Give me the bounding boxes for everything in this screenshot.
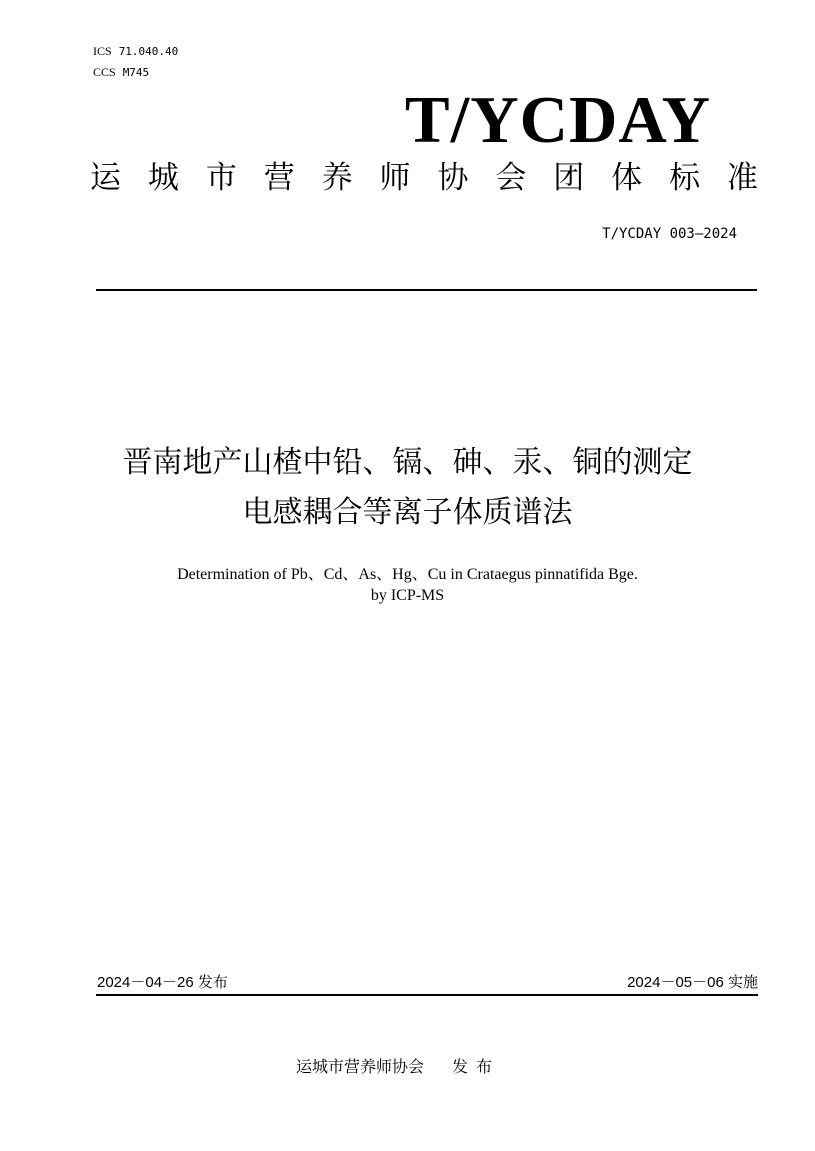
title-en-line1: Determination of Pb、Cd、As、Hg、Cu in Crataegus pinnatifida Bge. [177,566,638,583]
bottom-divider [96,994,758,996]
release-date: 2024－04－26 发布 [97,974,228,991]
org-char: 市 [205,160,237,196]
publisher-line [296,1054,500,1077]
org-char: 协 [437,160,469,196]
org-char: 营 [263,160,295,196]
org-char: 师 [379,160,411,196]
title-zh-line1: 晋南地产山楂中铅、镉、砷、汞、铜的测定 [122,445,693,480]
org-char: 体 [611,160,643,196]
ccs-code: M745 [122,66,150,79]
implementation-date: 2024－05－06 实施 [627,974,758,991]
org-char: 会 [495,160,527,196]
ics-code: 71.040.40 [118,45,179,58]
publisher-name: 运城市营养师协会 [296,1057,425,1076]
org-char: 养 [321,160,353,196]
org-char: 运 [90,160,121,196]
org-char: 团 [553,160,585,196]
publish-label: 发布 [452,1057,501,1076]
ccs-line [93,62,178,83]
top-divider [96,289,757,291]
ics-label: ICS [93,44,112,58]
title-zh-line2: 电感耦合等离子体质谱法 [242,495,573,530]
ics-line [93,41,178,62]
title-en-line2: by ICP-MS [370,587,445,604]
ics-ccs-block [93,41,178,83]
org-char: 城 [147,160,179,196]
standard-number: T/YCDAY 003—2024 [602,226,737,242]
org-char: 准 [726,160,758,196]
organization-standard-title [90,158,758,198]
standard-brand-logo: T/YCDAY [404,83,711,157]
ccs-label: CCS [93,65,116,79]
org-char: 标 [669,160,701,196]
